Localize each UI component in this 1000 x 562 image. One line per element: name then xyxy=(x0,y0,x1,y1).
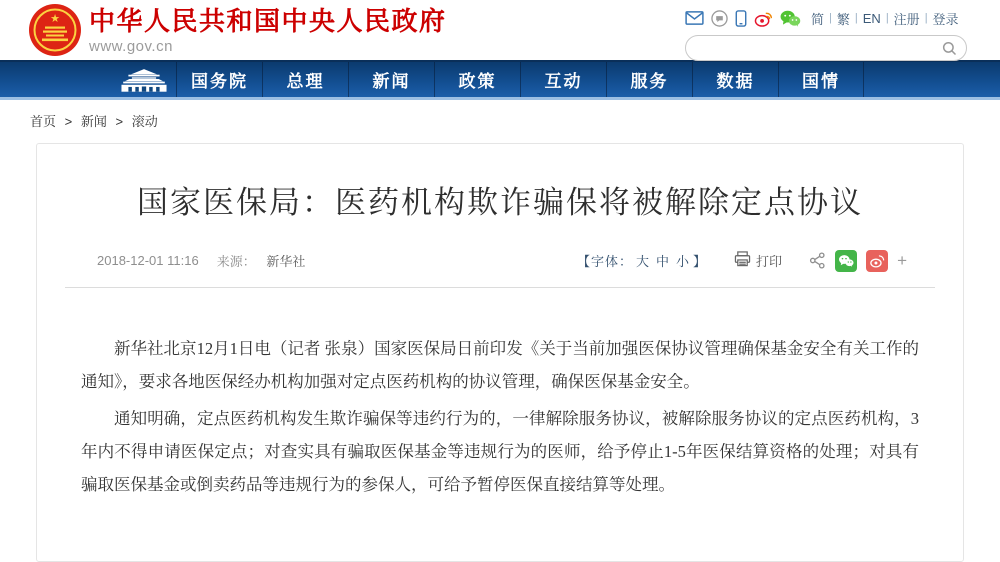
nav-item-state-profile[interactable]: 国情 xyxy=(778,62,864,97)
lang-simplified-link[interactable]: 简 xyxy=(811,11,825,27)
lang-account-links: 简 | 繁 | EN | 注册 | 登录 xyxy=(811,10,959,27)
publish-time: 2018-12-01 11:16 xyxy=(97,253,199,269)
meta-divider xyxy=(65,287,935,288)
header-quick-links xyxy=(685,7,967,29)
article-title: 国家医保局：医药机构欺诈骗保将被解除定点协议 xyxy=(137,185,863,220)
wechat-icon[interactable] xyxy=(780,10,801,27)
site-logo-link[interactable] xyxy=(28,3,447,57)
breadcrumb-news[interactable]: 新闻 xyxy=(80,114,107,129)
font-size-small-button[interactable]: 小 xyxy=(676,254,691,270)
site-url: www.gov.cn xyxy=(89,38,173,56)
source-name[interactable]: 新华社 xyxy=(266,254,306,270)
lang-traditional-link[interactable]: 繁 xyxy=(836,11,850,27)
header-right xyxy=(685,7,967,61)
lang-english-link[interactable]: EN xyxy=(862,10,881,26)
search-icon[interactable] xyxy=(942,41,957,56)
more-share-button[interactable]: + xyxy=(897,251,907,271)
share-icon[interactable] xyxy=(809,252,826,269)
search-box xyxy=(685,35,967,61)
wechat-share-icon[interactable] xyxy=(835,250,857,272)
nav-item-premier[interactable]: 总理 xyxy=(262,62,348,97)
main-nav xyxy=(0,60,1000,100)
font-size-control: 【字体： 大 中 小 】 xyxy=(577,251,707,270)
site-header xyxy=(0,0,1000,60)
breadcrumb-rolling[interactable]: 滚动 xyxy=(131,114,158,129)
nav-item-services[interactable]: 服务 xyxy=(606,62,692,97)
article-paragraph: 通知明确，定点医药机构发生欺诈骗保等违约行为的，一律解除服务协议，被解除服务协议的定点医药机构，3年内不得申请医保定点；对查实具有骗取医保基金等违规行为的医师，给予停止1-5年医保结算资格的处理；对具有骗取医保基金或倒卖药品等违规行为的参保人，可给予暂停医保直接结算等处理。 xyxy=(81,408,919,494)
share-group xyxy=(809,250,907,272)
article-meta-row xyxy=(97,250,907,272)
search-input[interactable] xyxy=(698,38,942,58)
login-link[interactable]: 登录 xyxy=(932,11,959,27)
register-link[interactable]: 注册 xyxy=(893,11,920,27)
national-emblem-icon xyxy=(28,3,82,57)
nav-item-news[interactable]: 新闻 xyxy=(348,62,434,97)
tiananmen-icon[interactable] xyxy=(112,62,176,97)
breadcrumb: 首页 > 新闻 > 滚动 xyxy=(30,114,158,129)
font-size-medium-button[interactable]: 中 xyxy=(656,254,671,270)
weibo-share-icon[interactable] xyxy=(866,250,888,272)
nav-item-interaction[interactable]: 互动 xyxy=(520,62,606,97)
message-icon[interactable] xyxy=(711,10,728,27)
font-size-large-button[interactable]: 大 xyxy=(635,254,650,270)
printer-icon xyxy=(734,251,751,270)
source-label: 来源： xyxy=(216,254,256,270)
nav-item-state-council[interactable]: 国务院 xyxy=(176,62,262,97)
print-button[interactable]: 打印 xyxy=(734,251,782,270)
mail-icon[interactable] xyxy=(685,11,704,25)
nav-item-policy[interactable]: 政策 xyxy=(434,62,520,97)
breadcrumb-home[interactable]: 首页 xyxy=(30,114,57,129)
article-container xyxy=(36,143,964,562)
article-paragraph: 新华社北京12月1日电（记者 张泉）国家医保局日前印发《关于当前加强医保协议管理确保基金安全有关工作的通知》，要求各地医保经办机构加强对定点医药机构的协议管理，确保医保基金安全。 xyxy=(81,338,919,391)
weibo-icon[interactable] xyxy=(754,10,773,27)
nav-item-data[interactable]: 数据 xyxy=(692,62,778,97)
svg-text:★: ★ xyxy=(50,13,60,25)
mobile-icon[interactable] xyxy=(735,10,747,27)
site-title: 中华人民共和国中央人民政府 xyxy=(89,6,447,36)
